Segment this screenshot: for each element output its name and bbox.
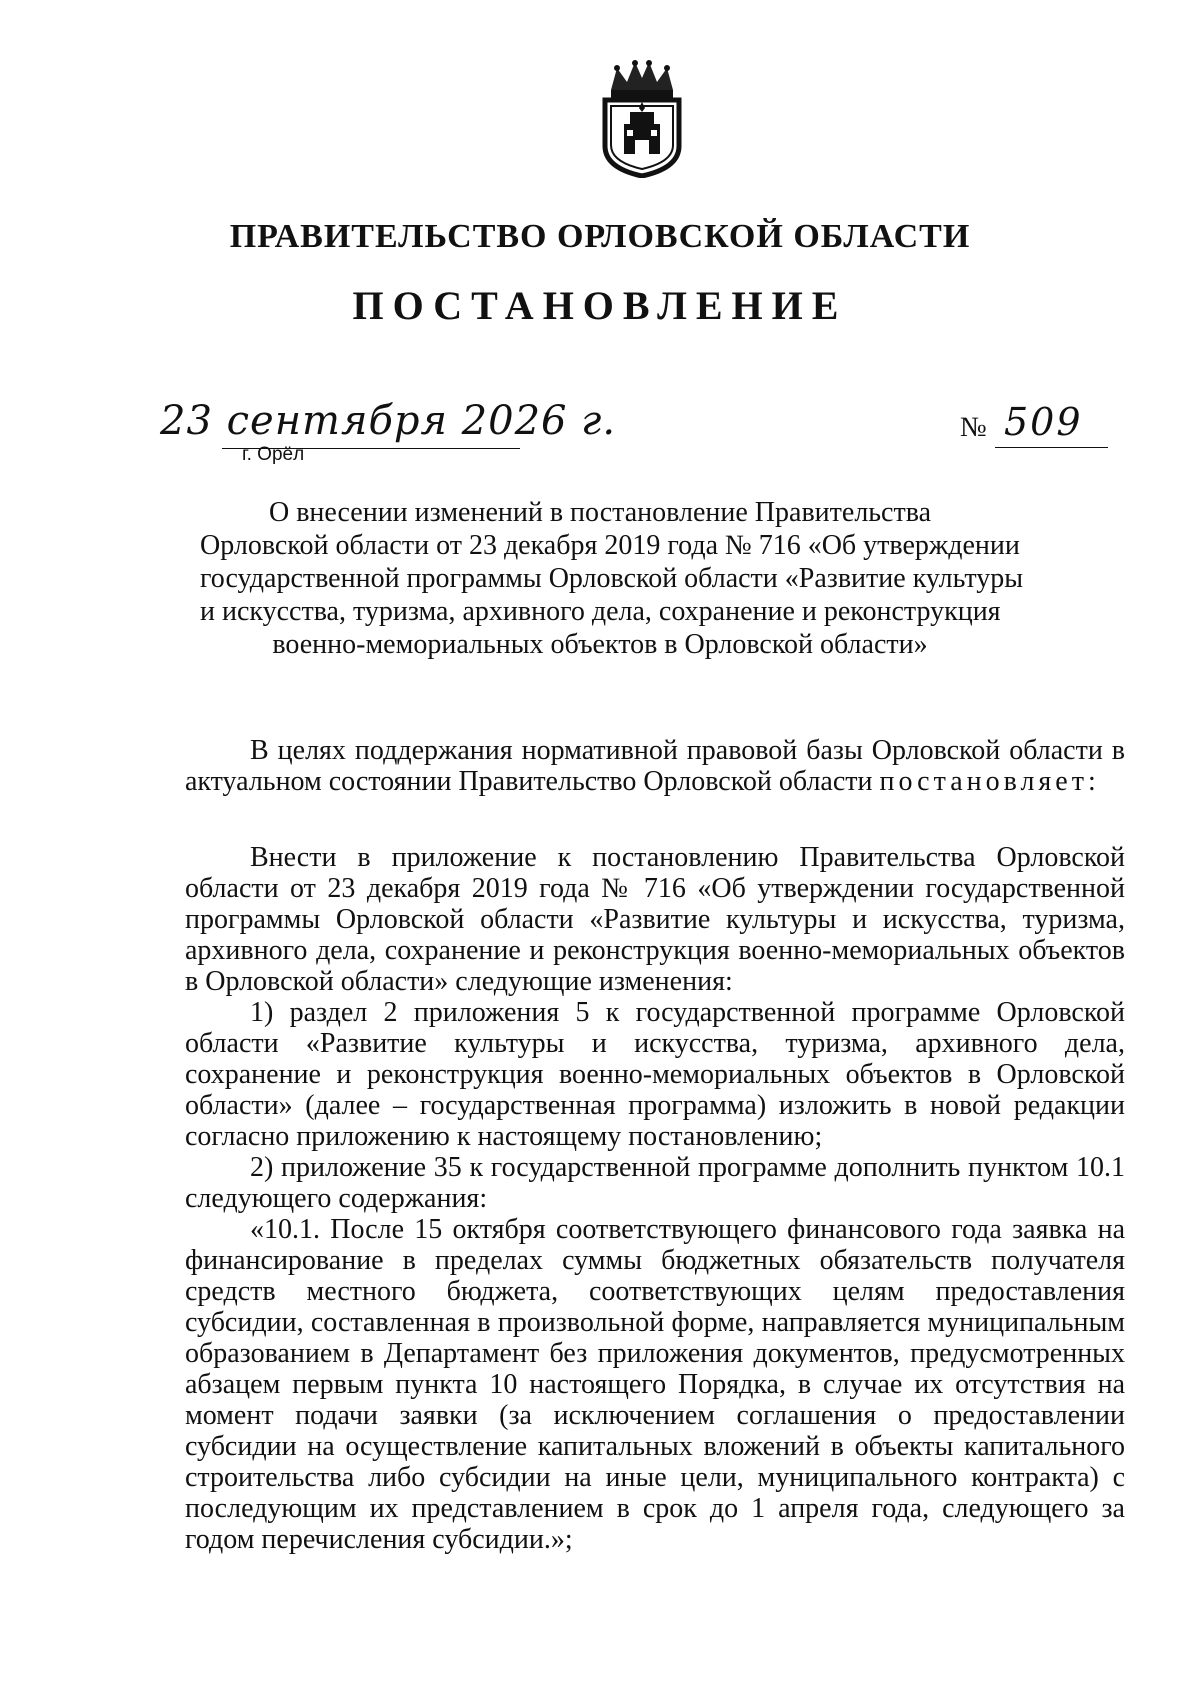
subject-line: О внесении изменений в постановление Правительства [268, 497, 932, 528]
subject-line: военно-мемориальных объектов в Орловской области» [272, 629, 928, 660]
organization-title: ПРАВИТЕЛЬСТВО ОРЛОВСКОЙ ОБЛАСТИ [229, 218, 971, 255]
decree-word: постановляет: [879, 766, 1100, 797]
body-paragraph-item-2: 2) приложение 35 к государственной программе дополнить пунктом 10.1 следующего содержания: [185, 1152, 1125, 1214]
preamble-paragraph [185, 735, 1125, 797]
resolution-body [185, 842, 1125, 1555]
orel-oblast-coat-of-arms-icon [597, 60, 687, 178]
handwritten-date: 23 сентября 2026 г. [160, 398, 617, 444]
preamble-text: В целях поддержания нормативной правовой базы Орловской области в актуальном состоянии Правительство Орловской области [185, 735, 1125, 797]
document-subject [200, 496, 1024, 661]
number-underline [995, 447, 1108, 448]
body-paragraph-intro: Внести в приложение к постановлению Правительства Орловской области от 23 декабря 2019 года № 716 «Об утверждении государственной программы Орловской области «Развитие культуры и искусства, туризма, архивного дела, сохранение и реконструкция военно-мемориальных объектов в Орловской области» следующие изменения: [185, 842, 1125, 997]
document-type-title: ПОСТАНОВЛЕНИЕ [352, 283, 848, 328]
body-paragraph-item-1: 1) раздел 2 приложения 5 к государственной программе Орловской области «Развитие культуры и искусства, туризма, архивного дела, сохранение и реконструкция военно-мемориальных объектов в Орловской области» (далее – государственная программа) изложить в новой редакции согласно приложению к настоящему постановлению; [185, 997, 1125, 1152]
subject-line: Орловской области от 23 декабря 2019 года № 716 «Об утверждении [200, 530, 1020, 561]
handwritten-number: 509 [1004, 400, 1083, 444]
number-label: № [960, 412, 987, 443]
subject-line: и искусства, туризма, архивного дела, сохранение и реконструкция [200, 596, 1001, 627]
subject-line: государственной программы Орловской области «Развитие культуры [200, 563, 1024, 594]
body-paragraph-quote: «10.1. После 15 октября соответствующего финансового года заявка на финансирование в пределах суммы бюджетных обязательств получателя средств местного бюджета, соответствующих целям предоставления субсидии, составленная в произвольной форме, направляется муниципальным образованием в Департамент без приложения документов, предусмотренных абзацем первым пункта 10 настоящего Порядка, в случае их отсутствия на момент подачи заявки (за исключением соглашения о предоставлении субсидии на осуществление капитальных вложений в объекты капитального строительства либо субсидии на иные цели, муниципального контракта) с последующим их представлением в срок до 1 апреля года, следующего за годом перечисления субсидии.»; [185, 1214, 1125, 1555]
city-label: г. Орёл [242, 444, 305, 465]
